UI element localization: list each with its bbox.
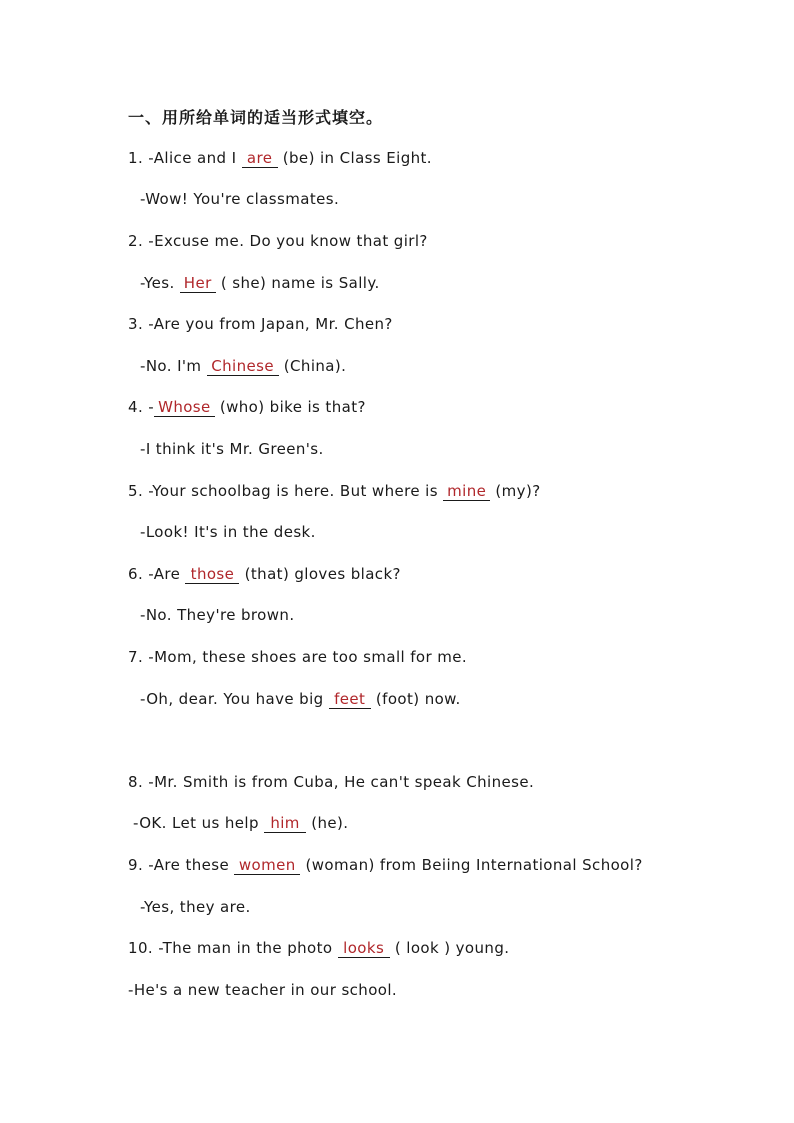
q6-text-post: (that) gloves black? <box>239 565 401 583</box>
question-3: 3. -Are you from Japan, Mr. Chen? <box>128 315 393 333</box>
a7-text-post: (foot) now. <box>370 690 461 708</box>
q9-answer: women <box>234 856 300 875</box>
a3-answer: Chinese <box>207 357 279 376</box>
q10-text-pre: 10. -The man in the photo <box>128 939 338 957</box>
q4-text-pre: 4. - <box>128 398 155 416</box>
section-title: 一、用所给单词的适当形式填空。 <box>128 108 384 127</box>
a3-text-pre: -No. I'm <box>140 357 207 375</box>
q4-answer: Whose <box>154 398 215 417</box>
q5-text-pre: 5. -Your schoolbag is here. But where is <box>128 482 444 500</box>
answer-line-3 <box>140 356 346 376</box>
question-4 <box>128 397 366 417</box>
answer-line-6: -No. They're brown. <box>140 606 295 624</box>
answer-line-4: -I think it's Mr. Green's. <box>140 440 324 458</box>
q5-text-post: (my)? <box>490 482 541 500</box>
answer-line-7 <box>140 689 461 709</box>
answer-line-9: -Yes, they are. <box>140 898 251 916</box>
question-7: 7. -Mom, these shoes are too small for me. <box>128 648 468 666</box>
question-6 <box>128 564 401 584</box>
a3-text-post: (China). <box>278 357 347 375</box>
a2-text-post: ( she) name is Sally. <box>215 274 380 292</box>
q9-text-pre: 9. -Are these <box>128 856 235 874</box>
question-1 <box>128 148 432 168</box>
q5-answer: mine <box>443 482 490 501</box>
a7-answer: feet <box>329 690 371 709</box>
q6-answer: those <box>185 565 239 584</box>
question-8: 8. -Mr. Smith is from Cuba, He can't speak Chinese. <box>128 773 535 791</box>
q4-text-post: (who) bike is that? <box>214 398 366 416</box>
answer-line-1: -Wow! You're classmates. <box>140 190 340 208</box>
q10-text-post: ( look ) young. <box>389 939 510 957</box>
a7-text-pre: -Oh, dear. You have big <box>140 690 329 708</box>
question-2: 2. -Excuse me. Do you know that girl? <box>128 232 428 250</box>
q9-text-post: (woman) from Beiing International School? <box>300 856 643 874</box>
a8-text-post: (he). <box>306 814 349 832</box>
q1-text-pre: 1. -Alice and I <box>128 149 242 167</box>
q1-answer: are <box>242 149 278 168</box>
answer-line-2 <box>140 273 380 293</box>
answer-line-10: -He's a new teacher in our school. <box>128 981 398 999</box>
q1-text-post: (be) in Class Eight. <box>277 149 432 167</box>
a2-answer: Her <box>180 274 216 293</box>
question-9 <box>128 855 643 875</box>
a2-text-pre: -Yes. <box>140 274 180 292</box>
answer-line-5: -Look! It's in the desk. <box>140 523 316 541</box>
question-10 <box>128 938 509 958</box>
a8-answer: him <box>264 814 306 833</box>
answer-line-8 <box>133 813 348 833</box>
question-5 <box>128 481 541 501</box>
q6-text-pre: 6. -Are <box>128 565 186 583</box>
a8-text-pre: -OK. Let us help <box>133 814 265 832</box>
q10-answer: looks <box>338 939 390 958</box>
